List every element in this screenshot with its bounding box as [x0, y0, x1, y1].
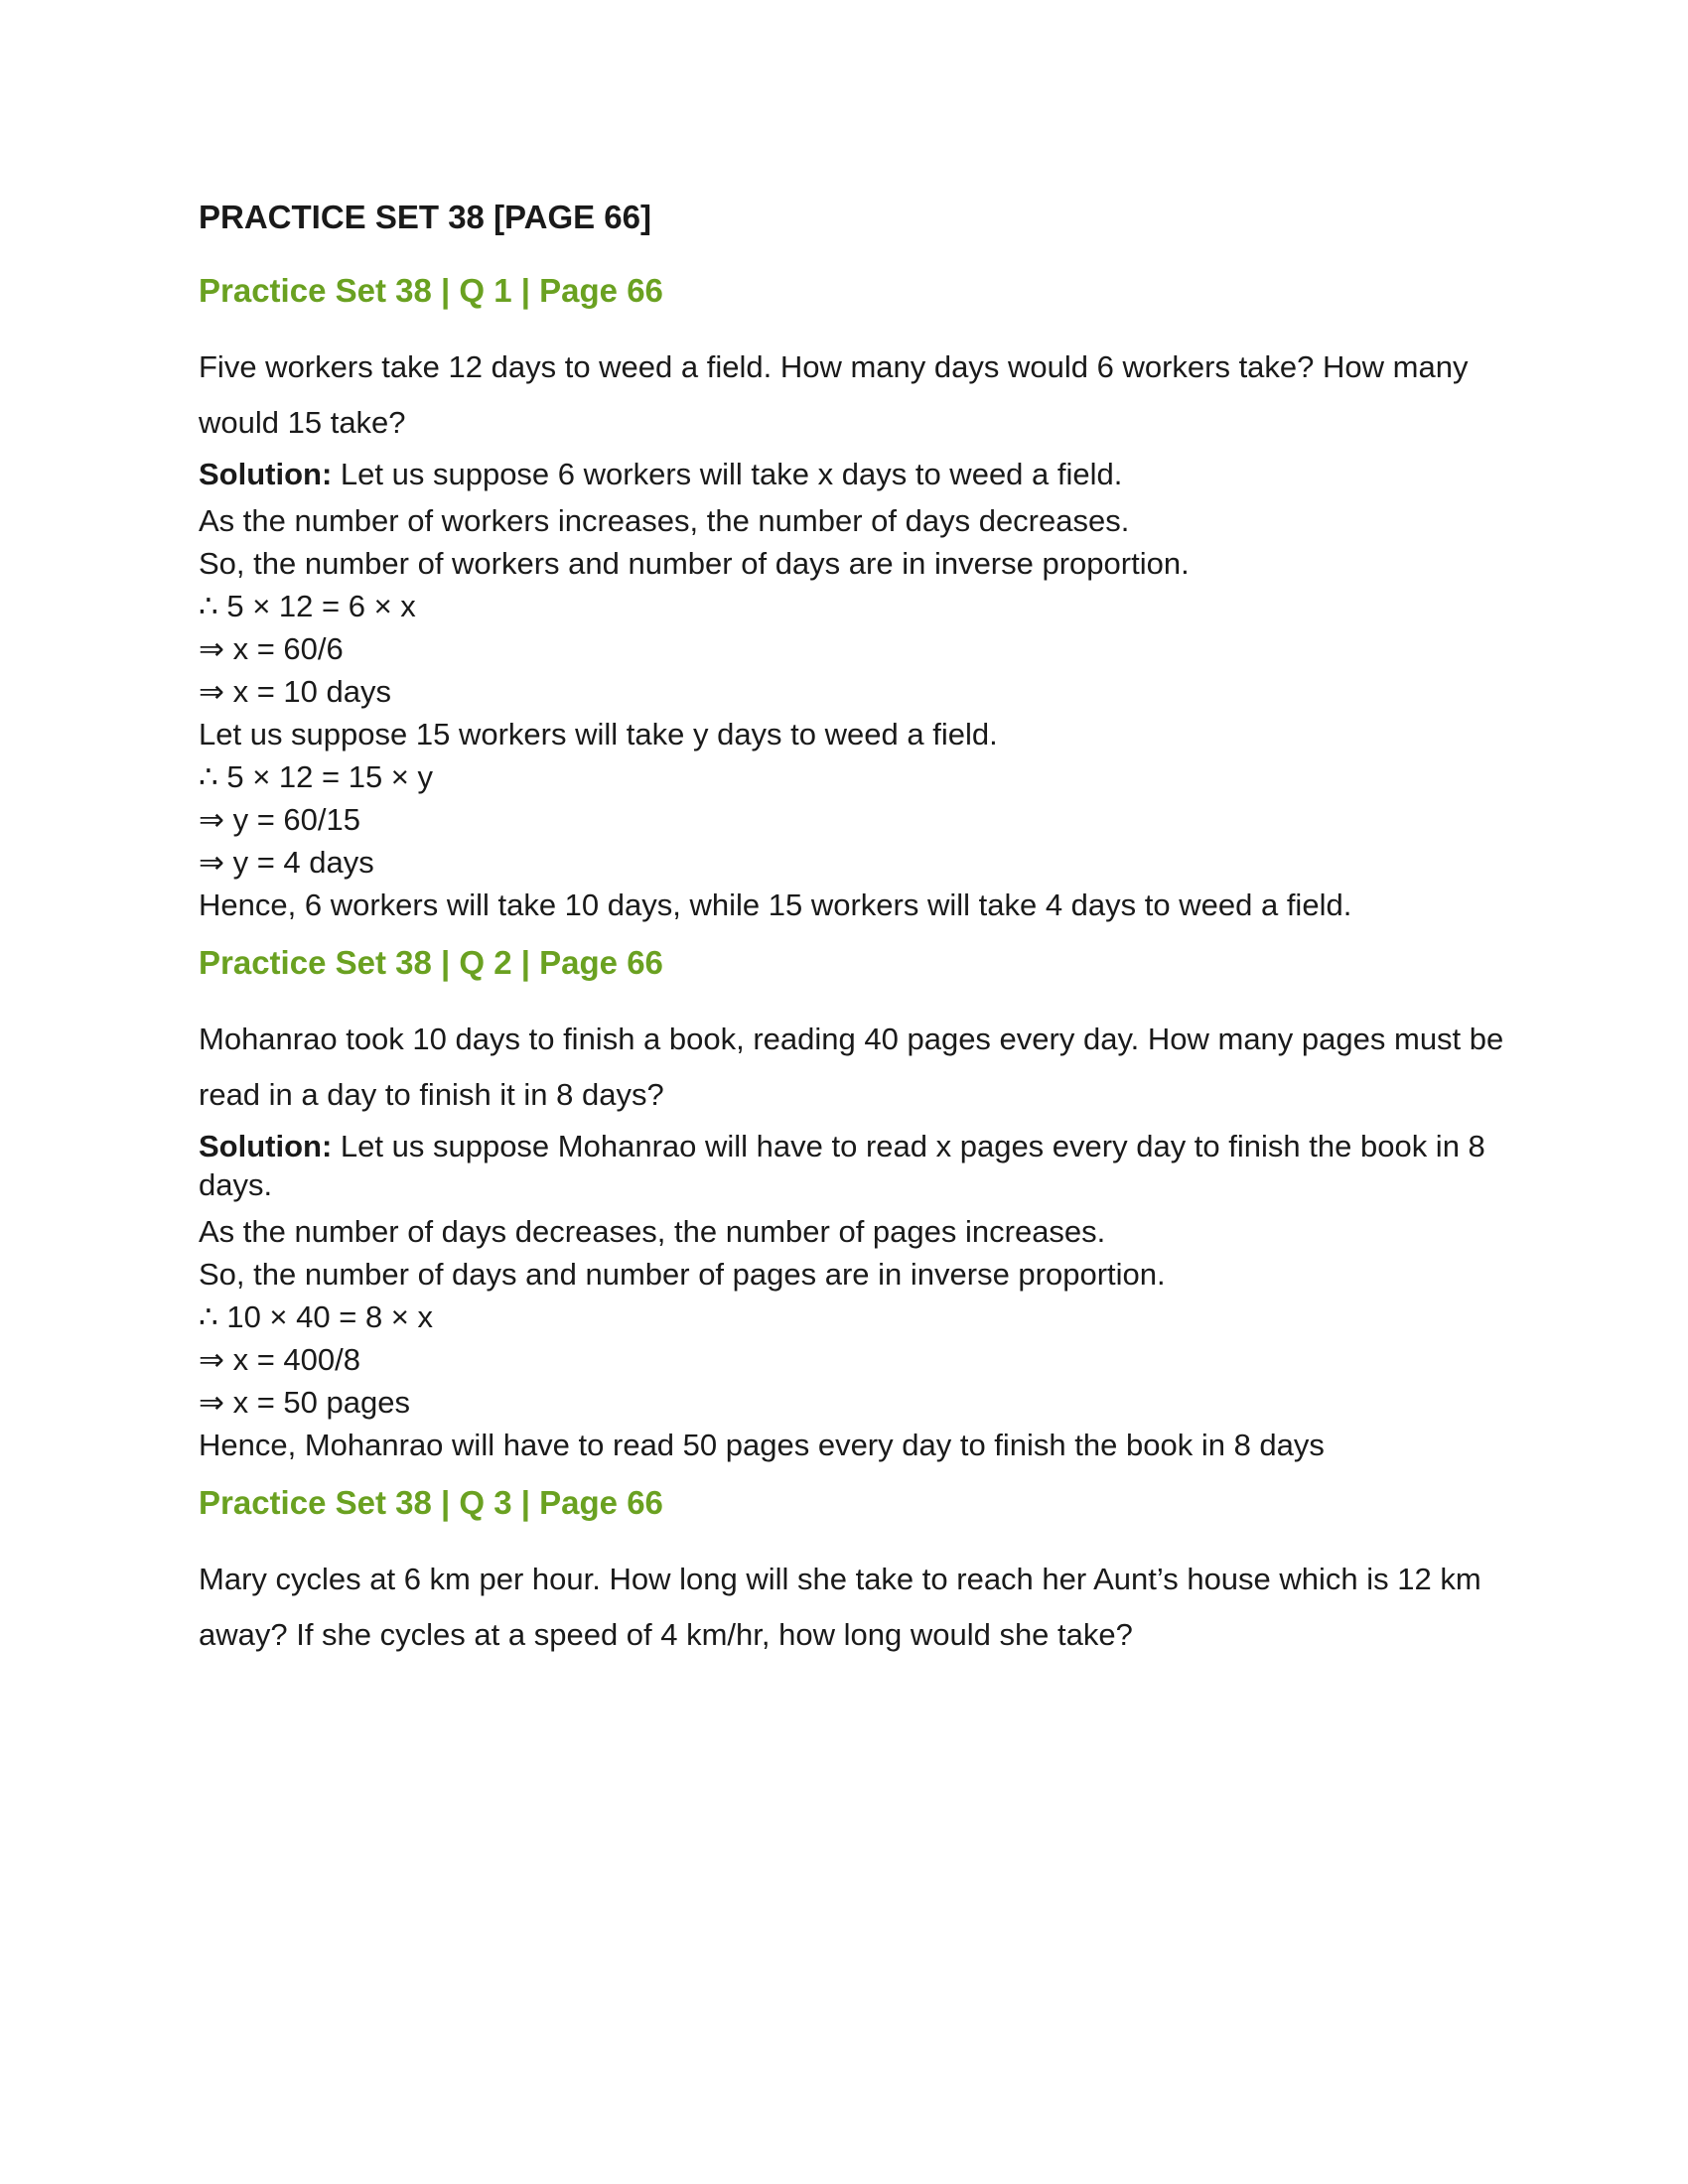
- solution-step: Hence, 6 workers will take 10 days, while 15 workers will take 4 days to weed a field.: [199, 887, 1352, 922]
- question-heading: Practice Set 38 | Q 3 | Page 66: [199, 1484, 663, 1521]
- question-block-2: [199, 940, 1509, 1466]
- solution-step: ⇒ y = 60/15: [199, 802, 360, 837]
- page-title: PRACTICE SET 38 [PAGE 66]: [199, 199, 651, 235]
- solution-step: ⇒ x = 10 days: [199, 674, 391, 709]
- solution-label: Solution:: [199, 457, 333, 491]
- solution-step: As the number of workers increases, the number of days decreases.: [199, 503, 1130, 538]
- question-block-3: [199, 1480, 1509, 1663]
- solution-step: So, the number of days and number of pages are in inverse proportion.: [199, 1257, 1166, 1292]
- solution-text: Let us suppose Mohanrao will have to read x pages every day to finish the book in 8 days.: [199, 1129, 1485, 1202]
- solution-step: Let us suppose 15 workers will take y days to weed a field.: [199, 717, 998, 751]
- question-heading: Practice Set 38 | Q 1 | Page 66: [199, 272, 663, 309]
- question-block-1: [199, 268, 1509, 926]
- solution-label: Solution:: [199, 1129, 333, 1163]
- question-text: Five workers take 12 days to weed a field. How many days would 6 workers take? How many would 15 take?: [199, 349, 1469, 440]
- solution-step: Hence, Mohanrao will have to read 50 pages every day to finish the book in 8 days: [199, 1428, 1325, 1462]
- solution-step: ⇒ x = 400/8: [199, 1342, 360, 1377]
- solution-step: ∴ 5 × 12 = 6 × x: [199, 589, 416, 623]
- solution-step: ⇒ x = 60/6: [199, 631, 344, 666]
- solution-step: ⇒ x = 50 pages: [199, 1385, 410, 1420]
- question-text: Mary cycles at 6 km per hour. How long will she take to reach her Aunt’s house which is 12 km away? If she cycles at a speed of 4 km/hr, how long would she take?: [199, 1562, 1481, 1652]
- solution-step: As the number of days decreases, the number of pages increases.: [199, 1214, 1106, 1249]
- solution-step: ⇒ y = 4 days: [199, 845, 374, 880]
- document-page: [199, 195, 1509, 1677]
- question-heading: Practice Set 38 | Q 2 | Page 66: [199, 944, 663, 981]
- question-text: Mohanrao took 10 days to finish a book, reading 40 pages every day. How many pages must be read in a day to finish it in 8 days?: [199, 1022, 1504, 1112]
- solution-step: So, the number of workers and number of days are in inverse proportion.: [199, 546, 1190, 581]
- solution-step: ∴ 5 × 12 = 15 × y: [199, 759, 434, 794]
- solution-text: Let us suppose 6 workers will take x days to weed a field.: [332, 457, 1123, 491]
- solution-step: ∴ 10 × 40 = 8 × x: [199, 1299, 434, 1334]
- solution-intro: [199, 1127, 1509, 1204]
- solution-intro: [199, 455, 1509, 493]
